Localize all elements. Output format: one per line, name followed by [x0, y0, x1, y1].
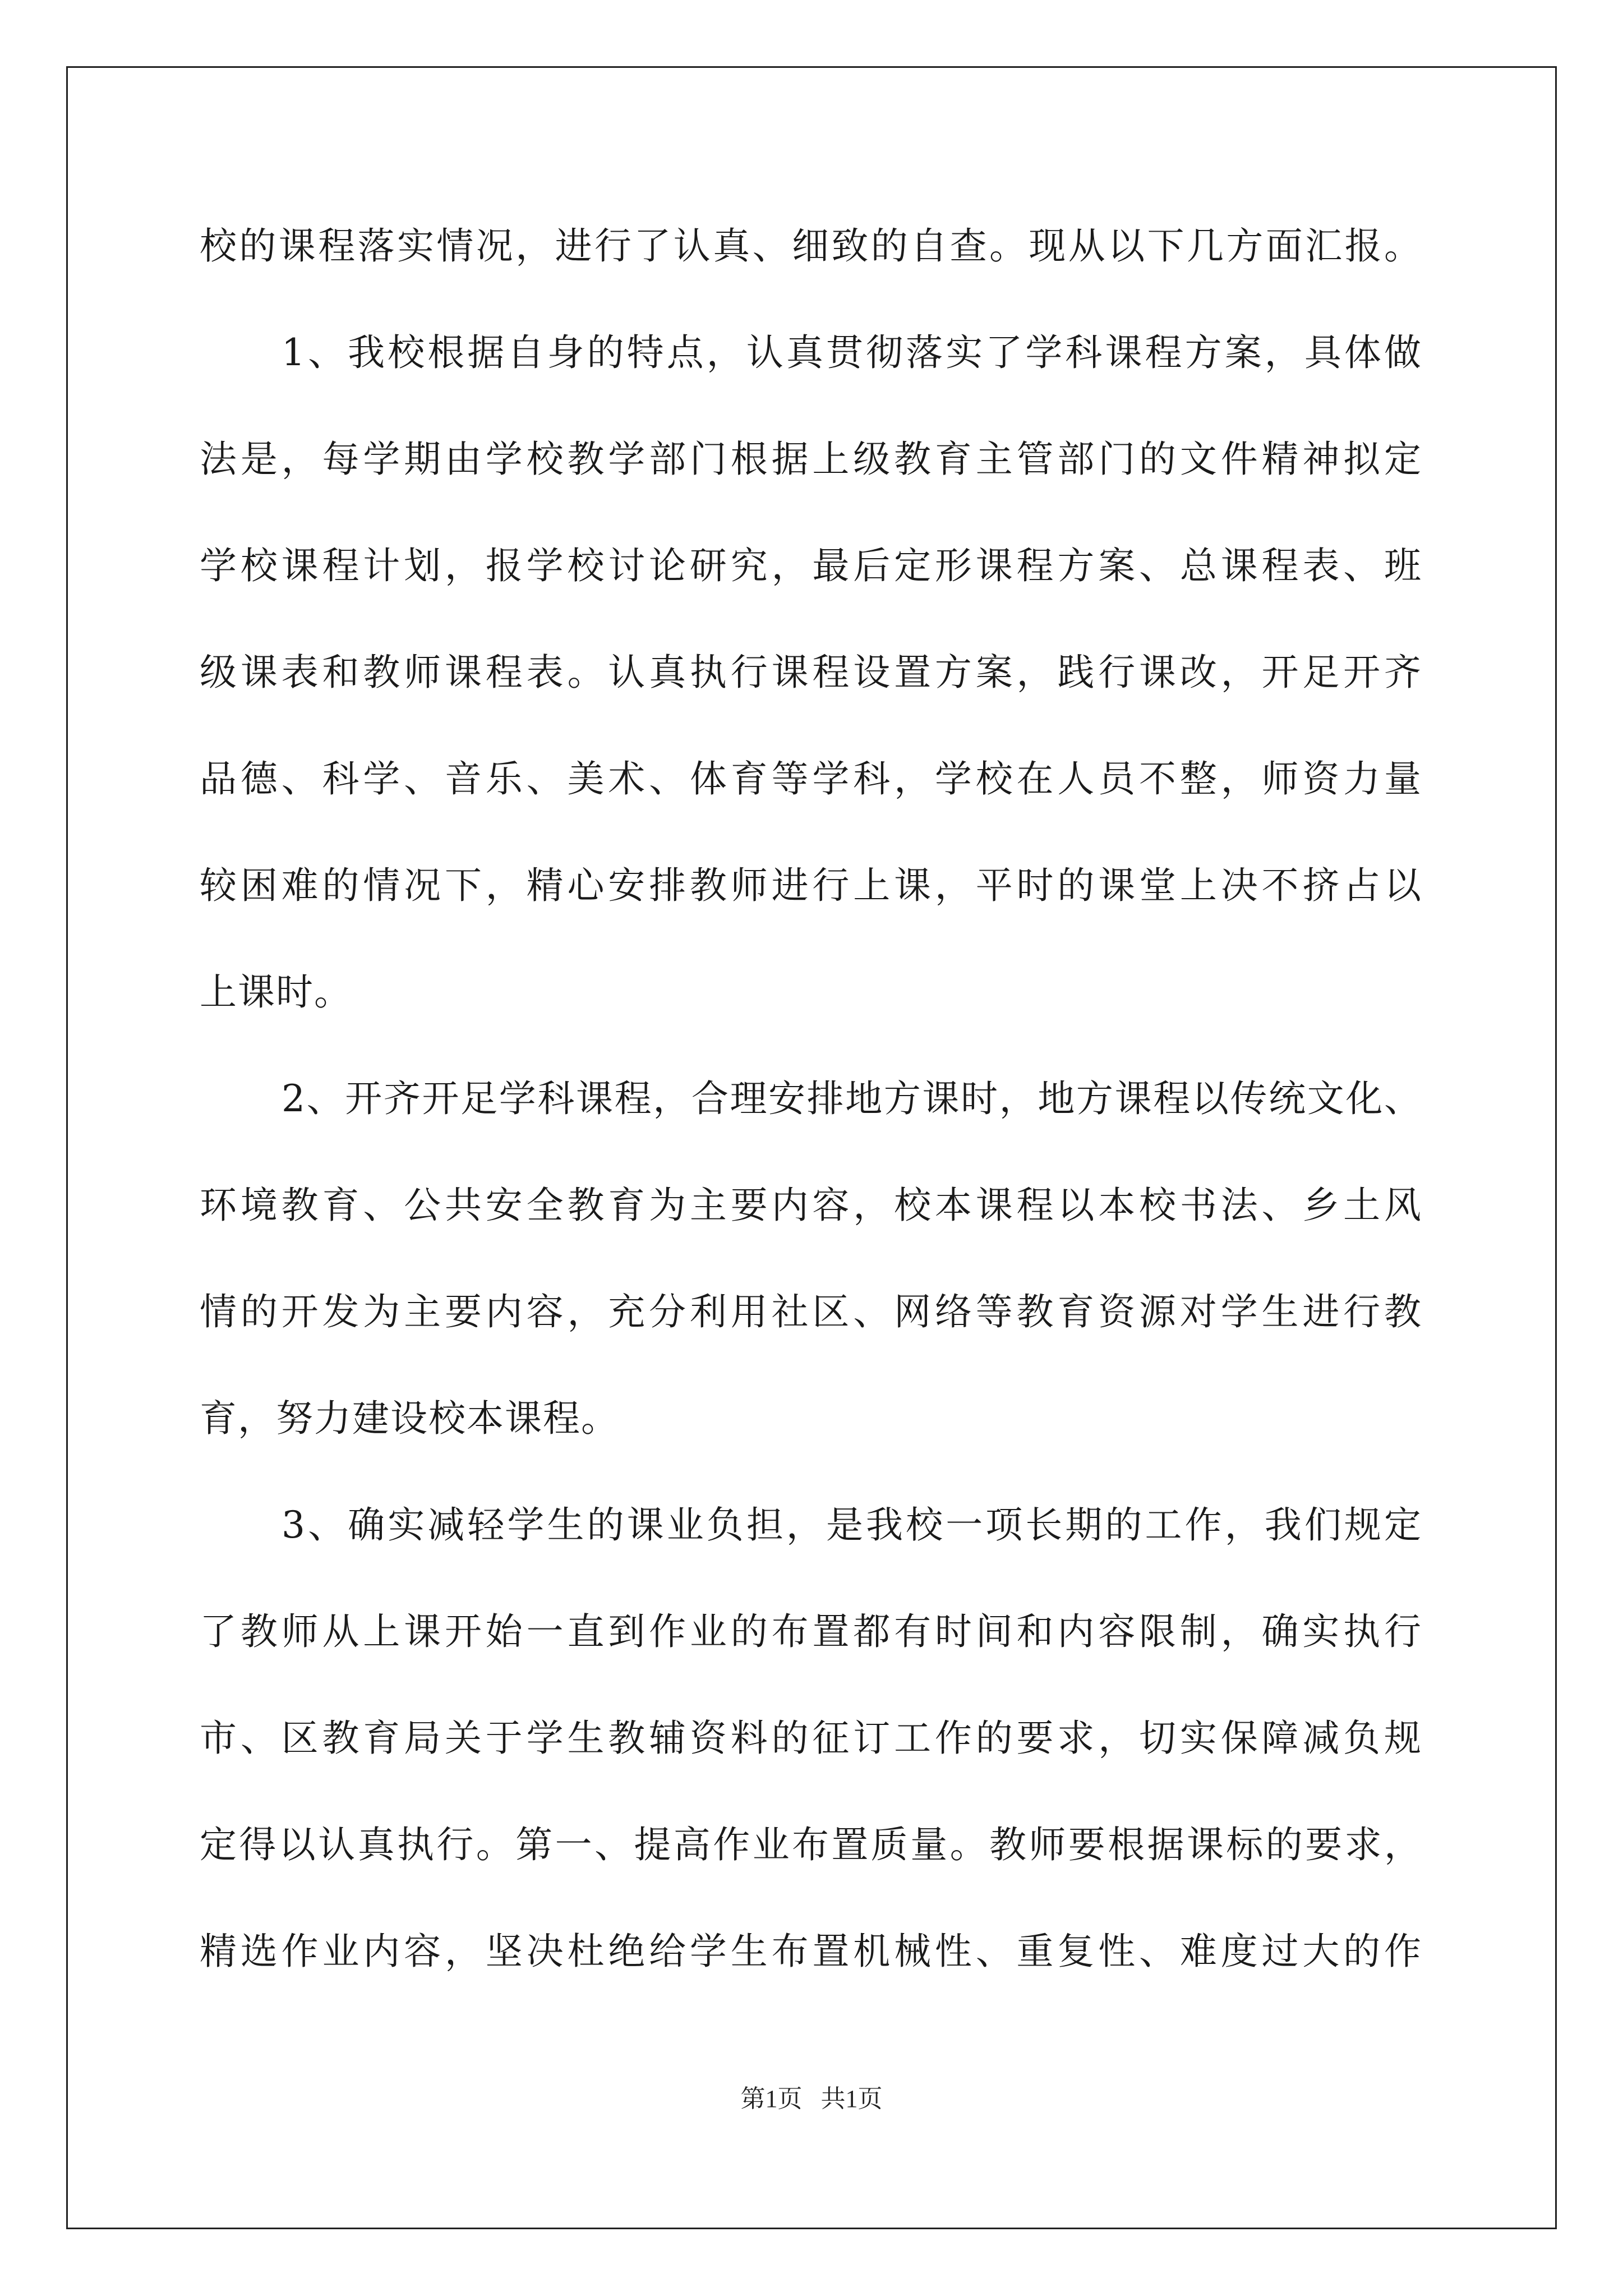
text-line: 上课时。	[200, 970, 352, 1014]
text-line: 定得以认真执行。第一、提高作业布置质量。教师要根据课标的要求，	[200, 1823, 1422, 1866]
text-line: 校的课程落实情况，进行了认真、细致的自查。现从以下几方面汇报。	[200, 224, 1422, 268]
text-line: 精选作业内容，坚决杜绝给学生布置机械性、重复性、难度过大的作	[200, 1930, 1422, 1973]
text-line: 环境教育、公共安全教育为主要内容，校本课程以本校书法、乡土风	[200, 1184, 1422, 1227]
text-line: 了教师从上课开始一直到作业的布置都有时间和内容限制，确实执行	[200, 1610, 1422, 1653]
text-line: 2、开齐开足学科课程，合理安排地方课时，地方课程以传统文化、	[282, 1077, 1422, 1120]
text-line: 品德、科学、音乐、美术、体育等学科，学校在人员不整，师资力量	[200, 757, 1422, 800]
text-line: 较困难的情况下，精心安排教师进行上课，平时的课堂上决不挤占以	[200, 864, 1422, 907]
text-line: 育，努力建设校本课程。	[200, 1397, 619, 1440]
text-line: 情的开发为主要内容，充分利用社区、网络等教育资源对学生进行教	[200, 1290, 1422, 1333]
text-line: 学校课程计划，报学校讨论研究，最后定形课程方案、总课程表、班	[200, 544, 1422, 587]
text-line: 3、确实减轻学生的课业负担，是我校一项长期的工作，我们规定	[282, 1503, 1422, 1547]
text-line: 级课表和教师课程表。认真执行课程设置方案，践行课改，开足开齐	[200, 651, 1422, 694]
text-line: 市、区教育局关于学生教辅资料的征订工作的要求，切实保障减负规	[200, 1717, 1422, 1760]
page-number-footer: 第1页 共1页	[740, 2085, 883, 2113]
text-line: 1、我校根据自身的特点，认真贯彻落实了学科课程方案，具体做	[282, 331, 1422, 374]
text-line: 法是，每学期由学校教学部门根据上级教育主管部门的文件精神拟定	[200, 438, 1422, 481]
document-body	[200, 193, 1422, 2005]
